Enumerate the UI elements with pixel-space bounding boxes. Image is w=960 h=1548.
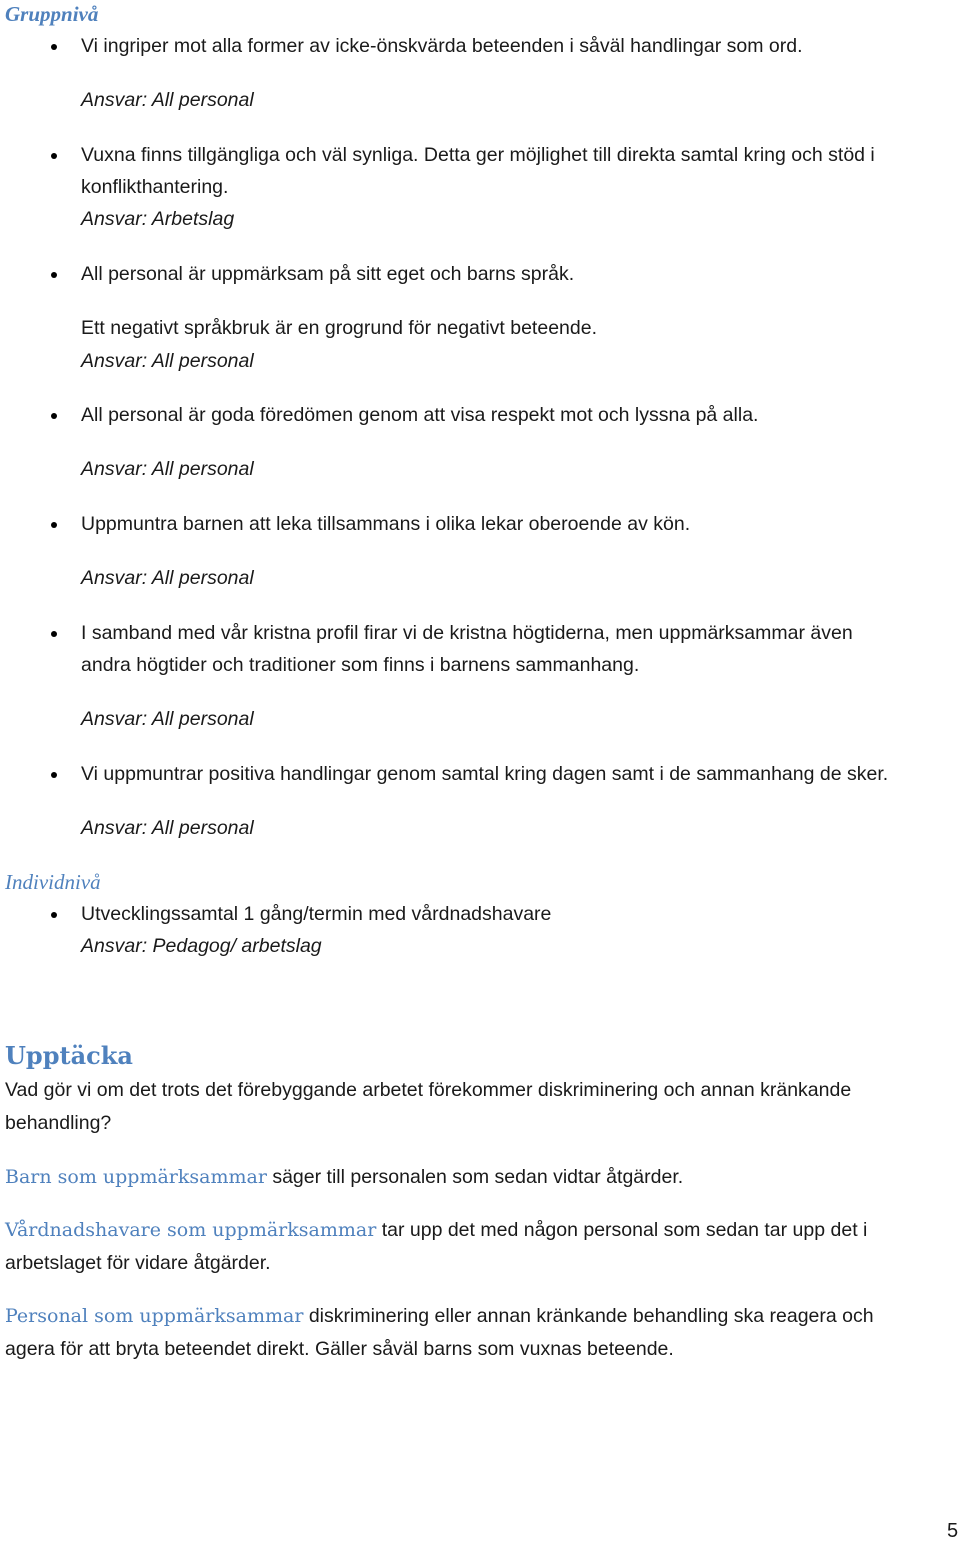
responsibility-label: Ansvar: All personal xyxy=(81,708,254,730)
bullet-icon xyxy=(51,772,57,778)
paragraph-lead: Personal som uppmärksammar xyxy=(5,1305,304,1327)
paragraph-text: säger till personalen som sedan vidtar åtgärder. xyxy=(266,1166,684,1188)
list-item-text: Ett negativt språkbruk är en grogrund för negativt beteende. xyxy=(81,317,597,339)
list-item-text: Vi uppmuntrar positiva handlingar genom samtal kring dagen samt i de sammanhang de sker. xyxy=(81,763,889,785)
list-item-text: I samband med vår kristna profil firar vi de kristna högtiderna, men uppmärksammar även xyxy=(81,622,853,644)
paragraph-guardians xyxy=(5,1214,867,1247)
bullet-icon xyxy=(51,272,57,278)
list-item-text: Utvecklingssamtal 1 gång/termin med vårdnadshavare xyxy=(81,903,552,925)
bullet-icon xyxy=(51,413,57,419)
responsibility-label: Ansvar: All personal xyxy=(81,458,254,480)
responsibility-label: Ansvar: Arbetslag xyxy=(81,208,235,230)
list-item-text: Vuxna finns tillgängliga och väl synliga. Detta ger möjlighet till direkta samtal kring och stöd i xyxy=(81,144,875,166)
list-item-text: Uppmuntra barnen att leka tillsammans i olika lekar oberoende av kön. xyxy=(81,513,691,535)
responsibility-label: Ansvar: All personal xyxy=(81,89,254,111)
question-text: behandling? xyxy=(5,1112,112,1134)
paragraph-staff xyxy=(5,1300,874,1333)
bullet-icon xyxy=(51,153,57,159)
bullet-icon xyxy=(51,44,57,50)
responsibility-label: Ansvar: All personal xyxy=(81,817,254,839)
individual-level-heading: Individnivå xyxy=(5,870,101,894)
paragraph-lead: Barn som uppmärksammar xyxy=(5,1166,267,1188)
responsibility-label: Ansvar: All personal xyxy=(81,567,254,589)
bullet-icon xyxy=(51,631,57,637)
bullet-icon xyxy=(51,522,57,528)
list-item-text: Vi ingriper mot alla former av icke-önskvärda beteenden i såväl handlingar som ord. xyxy=(81,35,803,57)
list-item-text: konflikthantering. xyxy=(81,176,229,198)
paragraph-children xyxy=(5,1161,683,1194)
detect-heading: Upptäcka xyxy=(5,1041,133,1070)
question-text: Vad gör vi om det trots det förebyggande arbetet förekommer diskriminering och annan kränkande xyxy=(5,1079,852,1101)
list-item-text: All personal är uppmärksam på sitt eget och barns språk. xyxy=(81,263,575,285)
bullet-icon xyxy=(51,912,57,918)
paragraph-lead: Vårdnadshavare som uppmärksammar xyxy=(5,1219,377,1241)
responsibility-label: Ansvar: All personal xyxy=(81,350,254,372)
paragraph-text: arbetslaget för vidare åtgärder. xyxy=(5,1252,271,1274)
responsibility-label: Ansvar: Pedagog/ arbetslag xyxy=(81,935,322,957)
page-number: 5 xyxy=(947,1520,959,1542)
paragraph-text: tar upp det med någon personal som sedan tar upp det i xyxy=(376,1219,868,1241)
list-item-text: All personal är goda föredömen genom att visa respekt mot och lyssna på alla. xyxy=(81,404,759,426)
group-level-heading: Gruppnivå xyxy=(5,2,99,26)
list-item-text: andra högtider och traditioner som finns i barnens sammanhang. xyxy=(81,654,640,676)
paragraph-text: diskriminering eller annan kränkande behandling ska reagera och xyxy=(303,1305,874,1327)
paragraph-text: agera för att bryta beteendet direkt. Gäller såväl barns som vuxnas beteende. xyxy=(5,1338,674,1360)
